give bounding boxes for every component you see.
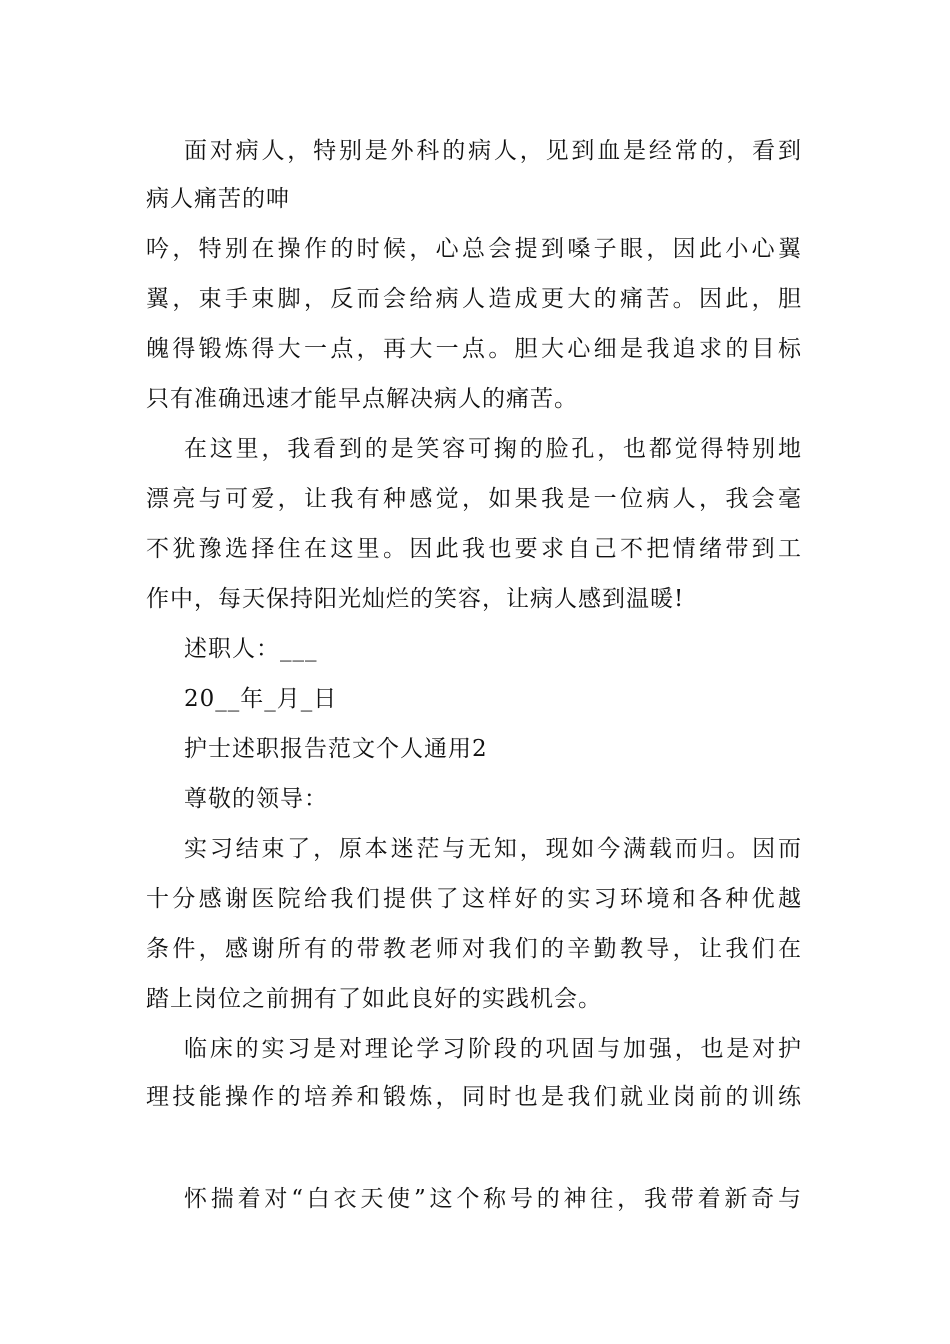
paragraph-line: 病人痛苦的呻 [146, 186, 290, 212]
paragraph-line: 条件，感谢所有的带教老师对我们的辛勤教导，让我们在 [146, 936, 802, 962]
paragraph-line: 踏上岗位之前拥有了如此良好的实践机会。 [146, 986, 602, 1012]
reporter-signature-line: 述职人：___ [184, 636, 318, 662]
paragraph-line: 作中，每天保持阳光灿烂的笑容，让病人感到温暖! [146, 586, 685, 612]
salutation: 尊敬的领导： [184, 786, 328, 812]
paragraph-line: 十分感谢医院给我们提供了这样好的实习环境和各种优越 [146, 886, 802, 912]
date-line: 20__年_月_日 [184, 686, 338, 712]
paragraph-line: 怀揣着对“白衣天使”这个称号的神往，我带着新奇与 [184, 1186, 802, 1212]
paragraph-line: 只有准确迅速才能早点解决病人的痛苦。 [146, 386, 578, 412]
paragraph-line: 面对病人，特别是外科的病人，见到血是经常的，看到 [184, 138, 802, 164]
paragraph-line: 理技能操作的培养和锻炼，同时也是我们就业岗前的训练 [146, 1084, 802, 1110]
paragraph-line: 实习结束了，原本迷茫与无知，现如今满载而归。因而 [184, 836, 802, 862]
paragraph-line: 不犹豫选择住在这里。因此我也要求自己不把情绪带到工 [146, 536, 802, 562]
paragraph-line: 翼，束手束脚，反而会给病人造成更大的痛苦。因此，胆 [146, 286, 802, 312]
paragraph-line: 在这里，我看到的是笑容可掬的脸孔，也都觉得特别地 [184, 436, 802, 462]
paragraph-line: 魄得锻炼得大一点，再大一点。胆大心细是我追求的目标 [146, 336, 802, 362]
paragraph-line: 临床的实习是对理论学习阶段的巩固与加强，也是对护 [184, 1036, 802, 1062]
paragraph-line: 漂亮与可爱，让我有种感觉，如果我是一位病人，我会毫 [146, 486, 802, 512]
paragraph-line: 吟，特别在操作的时候，心总会提到嗓子眼，因此小心翼 [146, 236, 802, 262]
section-title: 护士述职报告范文个人通用2 [184, 736, 488, 762]
